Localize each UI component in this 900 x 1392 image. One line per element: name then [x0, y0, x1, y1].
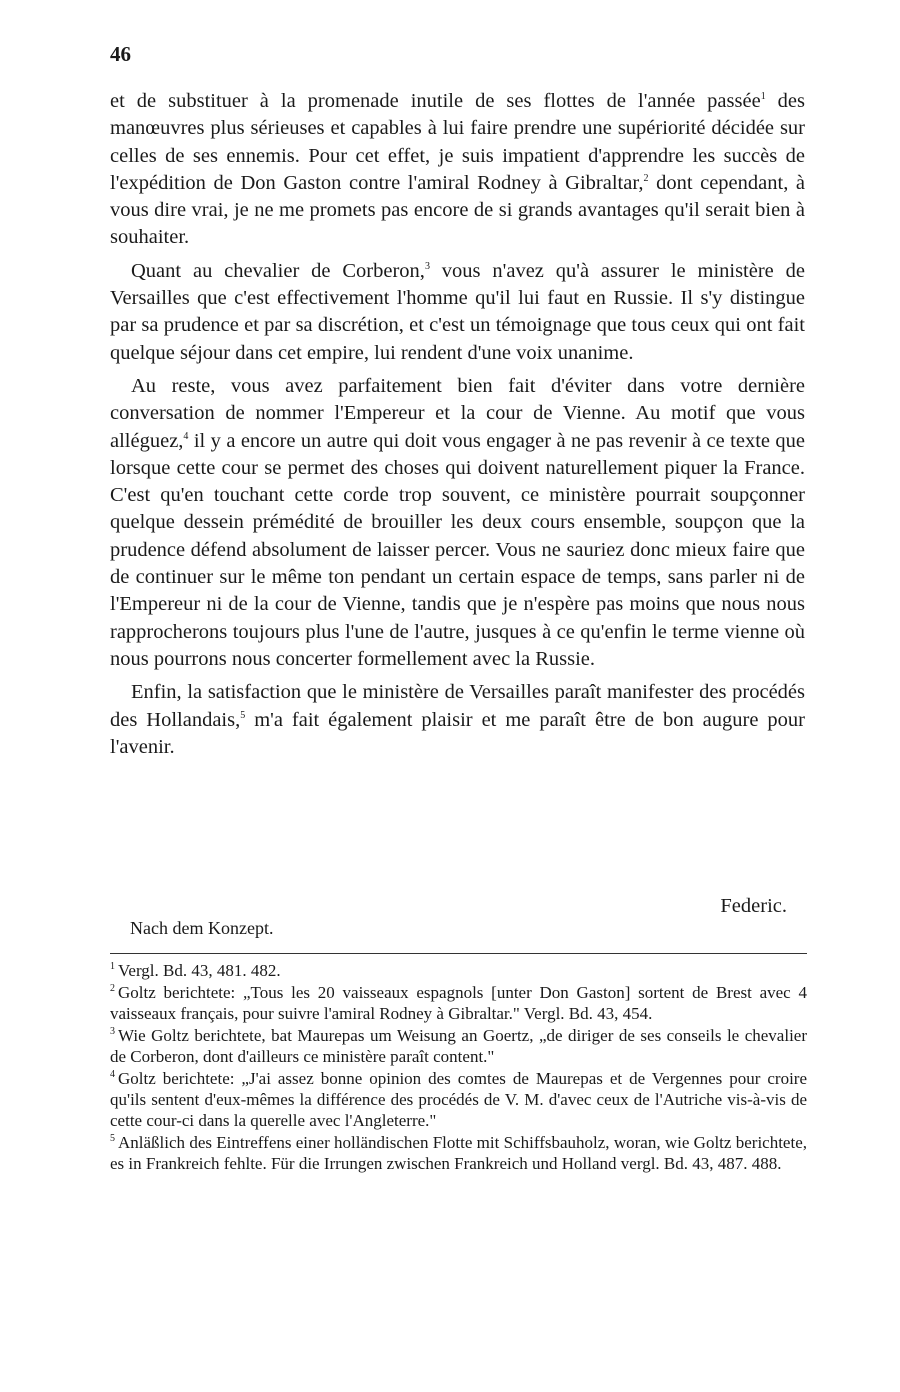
- signature: Federic.: [720, 895, 787, 917]
- footnote: [110, 960, 807, 981]
- letter-body: [110, 88, 805, 761]
- footnote-mark: 1: [110, 961, 115, 973]
- footnote-mark: 2: [110, 983, 115, 995]
- paragraph-text: il y a encore un autre qui doit vous engager à ne pas revenir à ce texte que lorsque cette cour se permet des choses qui doivent naturellement piquer la France. C'est qu'en touchant cette corde trop souvent, ce ministère pourrait soupçonner quelque dessein prémédité de brouiller les deux cours ensemble, soupçon que la prudence défend absolument de laisser percer. Vous ne sauriez donc mieux faire que de continuer sur le même ton pendant un certain espace de temps, sans parler ni de l'Empereur ni de la cour de Vienne, tandis que je n'espère pas moins que nous nous rapprocherons toujours plus l'une de l'autre, jusques à ce qu'enfin le terme vienne où nous pourrons nous concerter formellement avec la Russie.: [110, 429, 805, 670]
- footnote-ref: 5: [240, 709, 246, 721]
- paragraph-text: des manœuvres plus sérieuses et capables à lui faire prendre une supériorité décidée sur celles de ses ennemis. Pour cet effet, je suis impatient d'apprendre les succès de l'expédition de Don Gaston contre l'amiral Rodney à Gibraltar,: [110, 90, 805, 194]
- paragraph-text: Enfin, la satisfaction que le ministère de Versailles paraît manifester des procédés des Hollandais,: [110, 681, 805, 731]
- paragraph-text: vous n'avez qu'à assurer le ministère de Versailles que c'est effectivement l'homme qu'il lui faut en Russie. Il s'y distingue par sa prudence et par sa discrétion, et c'est un témoignage que tous ceux qui ont fait quelque séjour dans cet empire, lui rendent d'une voix unanime.: [110, 259, 805, 364]
- page-number: 46: [110, 42, 131, 66]
- paragraph-text: Au reste, vous avez parfaitement bien fait d'éviter dans votre dernière conversation de nommer l'Empereur et la cour de Vienne. Au motif que vous alléguez,: [110, 374, 805, 452]
- footnote-text: Goltz berichtete: „J'ai assez bonne opinion des comtes de Maurepas et de Vergennes pour croire qu'ils sentent d'eux-mêmes la différence des procédés de V. M. d'avec ceux de l'Autriche vis-à-vis de cette cour-ci dans la querelle avec l'Angleterre.": [110, 1069, 807, 1130]
- paragraph: [110, 373, 805, 673]
- footnotes: [110, 960, 807, 1175]
- footnote-mark: 3: [110, 1026, 115, 1038]
- paragraph: [110, 88, 805, 252]
- footnote-text: Goltz berichtete: „Tous les 20 vaisseaux espagnols [unter Don Gaston] sortent de Brest avec 4 vaisseaux français, pour suivre l'amiral Rodney à Gibraltar." Vergl. Bd. 43, 454.: [110, 983, 807, 1023]
- footnote: [110, 982, 807, 1024]
- footnote-mark: 5: [110, 1133, 115, 1145]
- footnote-ref: 4: [183, 430, 189, 442]
- footnote: [110, 1068, 807, 1131]
- footnote: [110, 1025, 807, 1067]
- footnote-text: Vergl. Bd. 43, 481. 482.: [118, 961, 281, 980]
- paragraph: [110, 679, 805, 761]
- footnote-divider: [110, 953, 807, 954]
- paragraph-text: dont cependant, à vous dire vrai, je ne me promets pas encore de si grands avantages qu'il serait bien à souhaiter.: [110, 171, 806, 249]
- source-note: Nach dem Konzept.: [130, 918, 274, 938]
- paragraph-text: Quant au chevalier de Corberon,: [131, 259, 425, 282]
- paragraph-text: et de substituer à la promenade inutile de ses flottes de l'année passée: [110, 90, 761, 112]
- footnote: [110, 1132, 807, 1174]
- footnote-text: Anläßlich des Eintreffens einer holländischen Flotte mit Schiffsbauholz, woran, wie Goltz berichtete, es in Frankreich fehlte. Für die Irrungen zwischen Frankreich und Holland vergl. Bd. 43, 487. 488.: [110, 1133, 807, 1173]
- footnote-mark: 4: [110, 1069, 115, 1081]
- footnote-ref: 2: [643, 173, 649, 185]
- footnote-text: Wie Goltz berichtete, bat Maurepas um Weisung an Goertz, „de diriger de ses conseils le chevalier de Corberon, dont d'ailleurs ce ministère paraît content.": [110, 1026, 807, 1066]
- footnote-ref: 1: [760, 91, 766, 103]
- paragraph: [110, 258, 805, 367]
- paragraph-text: m'a fait également plaisir et me paraît être de bon augure pour l'avenir.: [110, 708, 805, 758]
- footnote-ref: 3: [424, 260, 430, 272]
